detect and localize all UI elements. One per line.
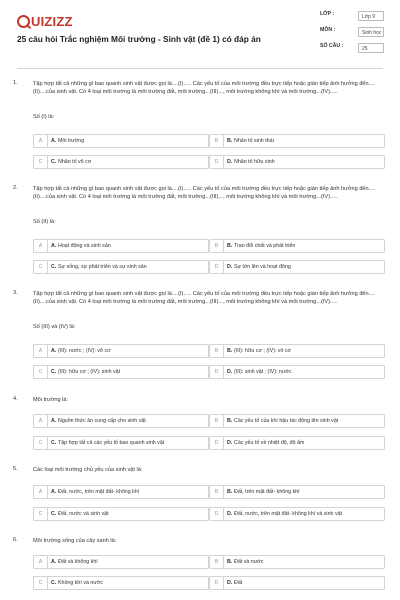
- option-letter: D: [210, 366, 224, 379]
- option-letter: A: [34, 240, 48, 253]
- option-key: C.: [51, 440, 57, 446]
- option-letter: D: [210, 156, 224, 169]
- option-text: Các yếu tố về nhiệt độ, độ ẩm: [234, 440, 305, 446]
- option-text: (III): sinh vật ; (IV): nước: [234, 369, 292, 375]
- option-text: Không khí và nước: [58, 580, 104, 586]
- header-divider: [17, 68, 383, 69]
- option-c[interactable]: [33, 507, 209, 521]
- option-letter: B: [210, 556, 224, 569]
- meta-row-subject: [320, 27, 382, 39]
- option-c[interactable]: [33, 260, 209, 274]
- option-c[interactable]: [33, 365, 209, 379]
- meta-key: SỐ CÂU :: [320, 43, 344, 49]
- option-text: Đất, nước, trên mặt đất- không khí và sinh vật: [234, 511, 343, 517]
- option-letter: C: [34, 577, 48, 590]
- option-c[interactable]: [33, 576, 209, 590]
- option-key: C.: [51, 264, 57, 270]
- meta-key: MÔN :: [320, 27, 336, 33]
- option-text: Nhân tố hữu sinh: [234, 159, 275, 165]
- option-key: C.: [51, 580, 57, 586]
- option-text: Các yếu tố của khí hậu tác động lên sinh vật: [234, 418, 339, 424]
- option-key: A.: [51, 489, 57, 495]
- option-letter: B: [210, 415, 224, 428]
- option-key: D.: [227, 159, 233, 165]
- option-letter: D: [210, 261, 224, 274]
- option-d[interactable]: [209, 436, 385, 450]
- worksheet-header: [0, 0, 400, 70]
- option-key: D.: [227, 511, 233, 517]
- logo-text: UIZIZZ: [31, 14, 73, 29]
- option-letter: C: [34, 261, 48, 274]
- question-text: Tập hợp tất cả những gì bao quanh sinh vật được gọi là....(I)..... Các yếu tố của môi trường đều trực tiếp hoặc gián tiếp ảnh hưởng đến....(II)....của sinh vật. Có 4 loại môi trường là môi trường đất, môi trường...(III)..., môi trường không khí và môi trường...(IV).....: [33, 81, 375, 95]
- option-b[interactable]: [209, 134, 385, 148]
- option-letter: C: [34, 508, 48, 521]
- option-letter: B: [210, 135, 224, 148]
- option-key: A.: [51, 559, 57, 565]
- option-letter: A: [34, 135, 48, 148]
- question-text: Tập hợp tất cả những gì bao quanh sinh vật được gọi là....(I)..... Các yếu tố của môi trường đều trực tiếp hoặc gián tiếp ảnh hưởng đến....(II)....của sinh vật. Có 4 loại môi trường là môi trường đất, môi trường...(III)..., môi trường không khí và môi trường...(IV).....: [33, 186, 375, 200]
- option-text: Đất và không khí: [58, 559, 98, 565]
- option-text: Đất: [234, 580, 243, 586]
- option-a[interactable]: [33, 414, 209, 428]
- question-number: 4.: [13, 396, 18, 402]
- page-title: 25 câu hỏi Trắc nghiệm Môi trường - Sinh vật (đề 1) có đáp án: [17, 34, 261, 44]
- option-b[interactable]: [209, 344, 385, 358]
- option-b[interactable]: [209, 485, 385, 499]
- option-key: A.: [51, 243, 57, 249]
- option-text: Đất, trên mặt đất- không khí: [234, 489, 300, 495]
- option-key: C.: [51, 511, 57, 517]
- option-text: Tập hợp tất cả các yếu tố bao quanh sinh vật: [58, 440, 165, 446]
- meta-key: LỚP :: [320, 11, 335, 17]
- logo-q-icon: [17, 15, 30, 28]
- option-key: A.: [51, 348, 57, 354]
- option-letter: C: [34, 156, 48, 169]
- question-number: 5.: [13, 466, 18, 472]
- option-letter: C: [34, 366, 48, 379]
- option-key: B.: [227, 559, 233, 565]
- option-key: D.: [227, 264, 233, 270]
- option-text: Đất và nước: [234, 559, 264, 565]
- option-text: Sự lớn lên và hoạt động: [234, 264, 291, 270]
- meta-value: Lớp 9: [358, 11, 384, 21]
- option-key: D.: [227, 369, 233, 375]
- question-number: 2.: [13, 185, 18, 191]
- option-letter: B: [210, 345, 224, 358]
- meta-row-count: [320, 43, 382, 55]
- option-a[interactable]: [33, 344, 209, 358]
- option-text: (III): nước ; (IV): vô cơ: [58, 348, 111, 354]
- quizizz-logo: [17, 14, 73, 29]
- option-d[interactable]: [209, 576, 385, 590]
- option-letter: A: [34, 345, 48, 358]
- option-letter: C: [34, 437, 48, 450]
- option-key: B.: [227, 138, 233, 144]
- option-key: B.: [227, 243, 233, 249]
- option-d[interactable]: [209, 155, 385, 169]
- option-letter: D: [210, 577, 224, 590]
- question-number: 6.: [13, 537, 18, 543]
- option-text: Nhân tố sinh thái: [234, 138, 274, 144]
- option-letter: A: [34, 556, 48, 569]
- option-d[interactable]: [209, 365, 385, 379]
- option-text: Nguồn thức ăn cung cấp cho sinh vật: [58, 418, 146, 424]
- option-b[interactable]: [209, 555, 385, 569]
- question-subprompt: Số (III) và (IV) là:: [33, 324, 76, 330]
- option-b[interactable]: [209, 239, 385, 253]
- option-key: D.: [227, 580, 233, 586]
- option-text: Sự sống, sự phát triển và sự sinh sản: [58, 264, 147, 270]
- option-c[interactable]: [33, 155, 209, 169]
- question-number: 3.: [13, 290, 18, 296]
- option-c[interactable]: [33, 436, 209, 450]
- meta-row-class: [320, 11, 382, 23]
- option-key: B.: [227, 489, 233, 495]
- question-text: Môi trường là:: [33, 397, 69, 403]
- question-text: Các loại môi trường chủ yếu của sinh vật là:: [33, 467, 143, 473]
- question-number: 1.: [13, 80, 18, 86]
- option-a[interactable]: [33, 134, 209, 148]
- option-text: Môi trường: [58, 138, 85, 144]
- option-text: Đất, nước và sinh vật: [58, 511, 109, 517]
- option-text: (III): hữu cơ ; (IV): vô cơ: [234, 348, 291, 354]
- option-text: Hoạt động và sinh sản: [58, 243, 111, 249]
- option-key: B.: [227, 348, 233, 354]
- option-key: D.: [227, 440, 233, 446]
- option-text: Nhân tố vô cơ: [58, 159, 92, 165]
- meta-value: Sinh học: [358, 27, 384, 37]
- option-key: A.: [51, 418, 57, 424]
- option-letter: B: [210, 240, 224, 253]
- option-a[interactable]: [33, 555, 209, 569]
- option-letter: D: [210, 437, 224, 450]
- option-letter: A: [34, 486, 48, 499]
- option-b[interactable]: [209, 414, 385, 428]
- question-text: Môi trường sống của cây xanh là:: [33, 538, 117, 544]
- option-letter: D: [210, 508, 224, 521]
- question-subprompt: Số (I) là:: [33, 114, 55, 120]
- question-text: Tập hợp tất cả những gì bao quanh sinh vật được gọi là....(I)..... Các yếu tố của môi trường đều trực tiếp hoặc gián tiếp ảnh hưởng đến....(II)....của sinh vật. Có 4 loại môi trường là môi trường đất, môi trường...(III)..., môi trường không khí và môi trường...(IV).....: [33, 291, 375, 305]
- option-text: Trao đổi chất và phát triển: [234, 243, 296, 249]
- question-subprompt: Số (II) là:: [33, 219, 56, 225]
- option-text: Đất, nước, trên mặt đất- không khí: [58, 489, 140, 495]
- option-letter: A: [34, 415, 48, 428]
- option-letter: B: [210, 486, 224, 499]
- option-key: A.: [51, 138, 57, 144]
- meta-value: 25: [358, 43, 384, 53]
- option-a[interactable]: [33, 239, 209, 253]
- option-d[interactable]: [209, 260, 385, 274]
- option-key: C.: [51, 369, 57, 375]
- option-text: (III): hữu cơ ; (IV): sinh vật: [58, 369, 121, 375]
- option-d[interactable]: [209, 507, 385, 521]
- option-key: C.: [51, 159, 57, 165]
- option-a[interactable]: [33, 485, 209, 499]
- option-key: B.: [227, 418, 233, 424]
